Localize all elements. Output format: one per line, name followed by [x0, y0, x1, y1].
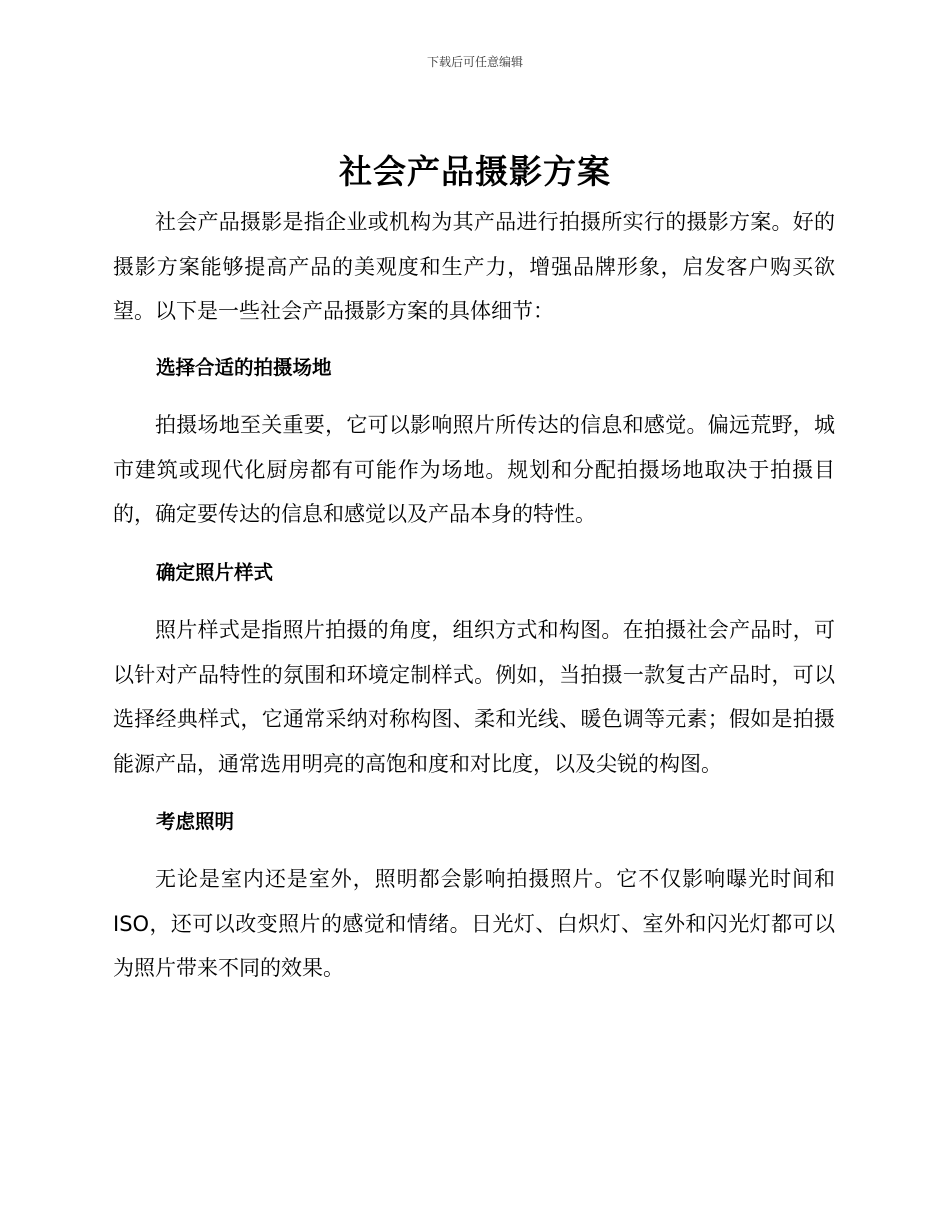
section-heading-venue: 选择合适的拍摄场地	[156, 356, 332, 379]
document-title: 社会产品摄影方案	[339, 152, 611, 191]
intro-paragraph: 社会产品摄影是指企业或机构为其产品进行拍摄所实行的摄影方案。好的摄影方案能够提高产品的美观度和生产力，增强品牌形象，启发客户购买欲望。以下是一些社会产品摄影方案的具体细节：	[113, 210, 835, 323]
section-body-style: 照片样式是指照片拍摄的角度，组织方式和构图。在拍摄社会产品时，可以针对产品特性的氛围和环境定制样式。例如，当拍摄一款复古产品时，可以选择经典样式，它通常采纳对称构图、柔和光线、暖色调等元素；假如是拍摄能源产品，通常选用明亮的高饱和度和对比度，以及尖锐的构图。	[113, 618, 835, 776]
section-body-venue: 拍摄场地至关重要，它可以影响照片所传达的信息和感觉。偏远荒野，城市建筑或现代化厨房都有可能作为场地。规划和分配拍摄场地取决于拍摄目的，确定要传达的信息和感觉以及产品本身的特性。	[113, 413, 835, 526]
section-heading-style: 确定照片样式	[156, 561, 274, 584]
page-header-note: 下载后可任意编辑	[426, 55, 523, 69]
section-body-lighting: 无论是室内还是室外，照明都会影响拍摄照片。它不仅影响曝光时间和ISO，还可以改变照片的感觉和情绪。日光灯、白炽灯、室外和闪光灯都可以为照片带来不同的效果。	[113, 867, 835, 980]
section-heading-lighting: 考虑照明	[156, 810, 235, 833]
